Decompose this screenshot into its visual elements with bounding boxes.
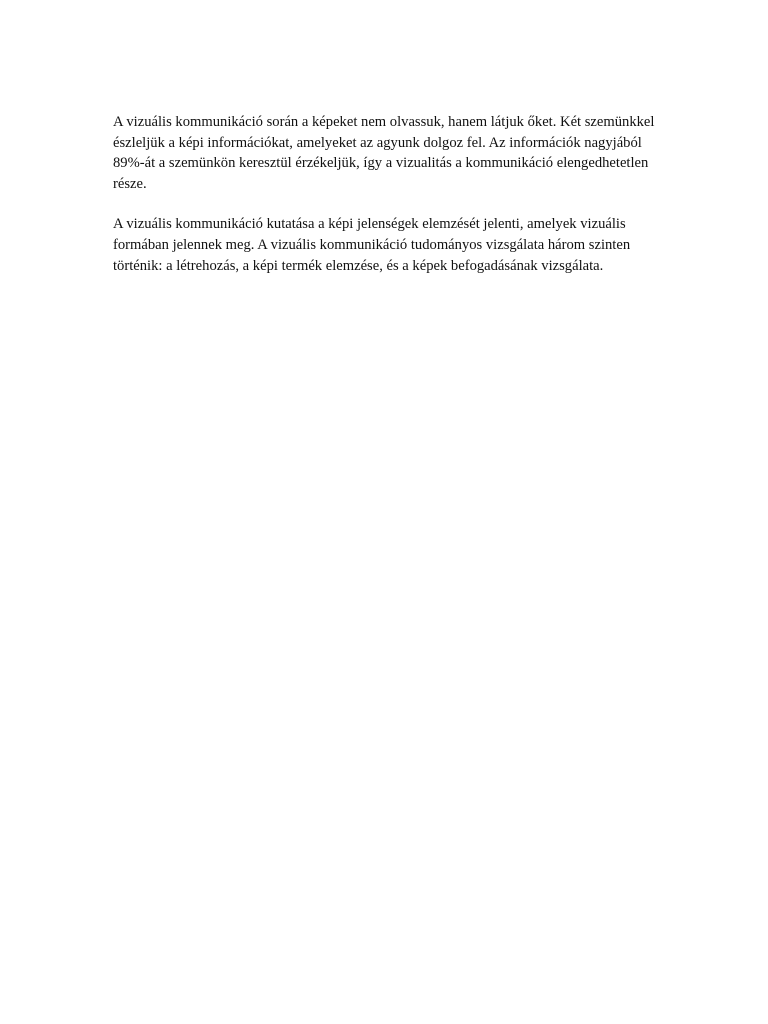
paragraph-1: A vizuális kommunikáció során a képeket nem olvassuk, hanem látjuk őket. Két szemünkkel észleljük a képi információkat, amelyeket az agyunk dolgoz fel. Az információk nagyjából 89%-át a szemünkön keresztül érzékeljük, így a vizualitás a kommunikáció elengedhetetlen része. (113, 114, 655, 192)
paragraph-2: A vizuális kommunikáció kutatása a képi jelenségek elemzését jelenti, amelyek vizuális formában jelennek meg. A vizuális kommunikáció tudományos vizsgálata három szinten történik: a létrehozás, a képi termék elemzése, és a képek befogadásának vizsgálata. (113, 216, 631, 274)
document-body (113, 112, 658, 296)
